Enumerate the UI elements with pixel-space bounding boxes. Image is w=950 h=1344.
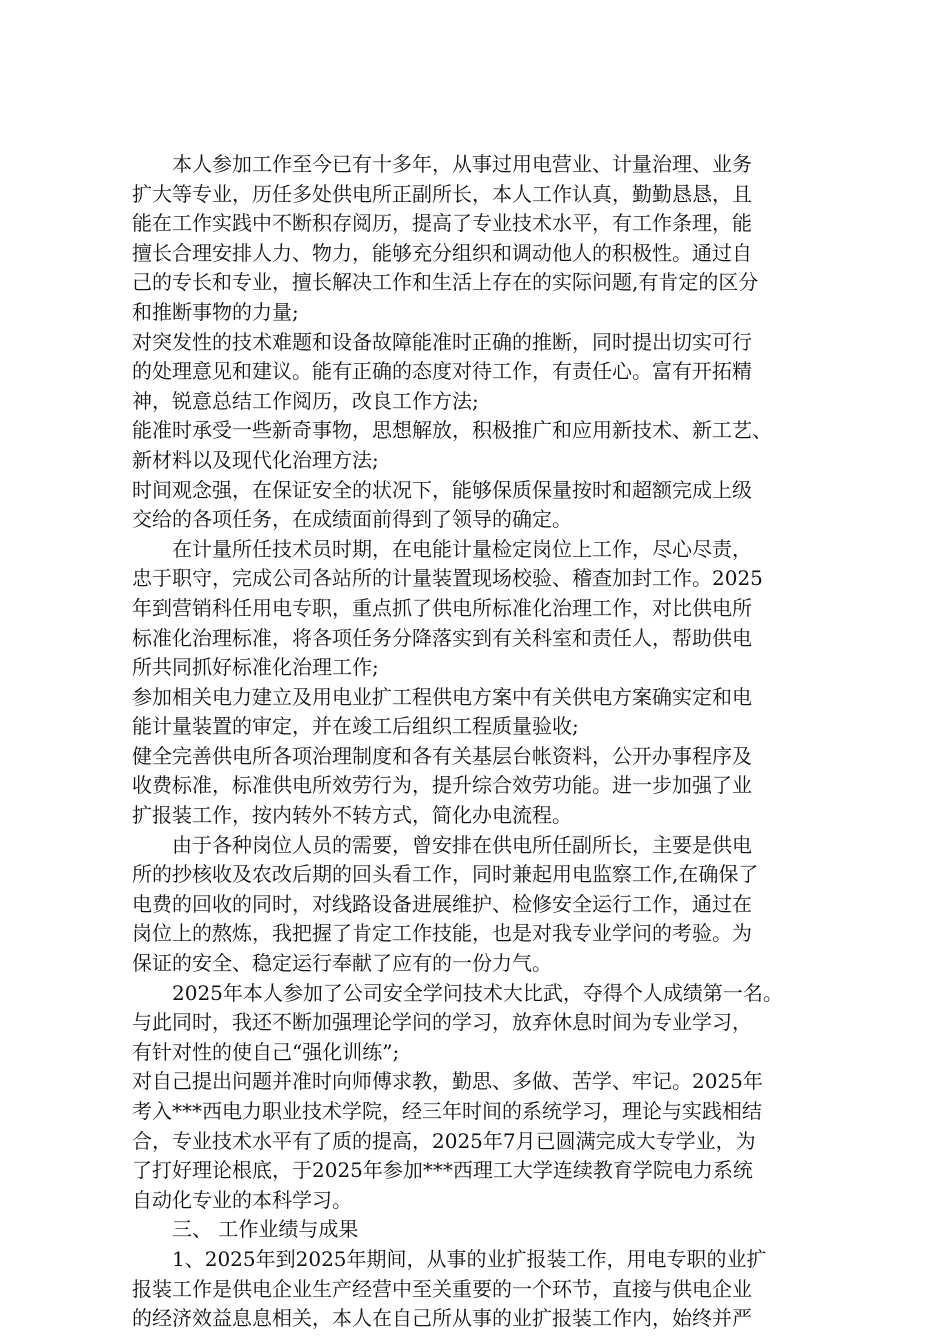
text-line: 本人参加工作至今已有十多年，从事过用电营业、计量治理、业务 [172, 152, 752, 176]
text-line: 擅长合理安排人力、物力，能够充分组织和调动他人的积极性。通过自 [132, 240, 752, 265]
text-line: 交给的各项任务，在成绩面前得到了领导的确定。 [132, 507, 572, 532]
text-line: 扩报装工作，按内转外不转方式，简化办电流程。 [132, 803, 572, 828]
text-line: 自动化专业的本科学习。 [132, 1187, 352, 1212]
text-line: 三、 工作业绩与成果 [172, 1217, 359, 1242]
text-line: 有针对性的使自己“强化训练”; [132, 1039, 400, 1064]
text-line: 所共同抓好标准化治理工作; [132, 655, 379, 680]
document-body [132, 150, 840, 1334]
text-line: 能准时承受一些新奇事物，思想解放，积极推广和应用新技术、新工艺、 [132, 418, 772, 443]
text-line: 年到营销科任用电专职，重点抓了供电所标准化治理工作，对比供电所 [132, 595, 752, 620]
text-line: 由于各种岗位人员的需要，曾安排在供电所任副所长，主要是供电 [172, 832, 752, 857]
text-line: 电费的回收的同时，对线路设备进展维护、检修安全运行工作，通过在 [132, 891, 752, 916]
text-line: 和推断事物的力量; [132, 299, 299, 324]
text-line: 能在工作实践中不断积存阅历，提高了专业技术水平，有工作条理，能 [132, 211, 752, 236]
text-line: 时间观念强，在保证安全的状况下，能够保质保量按时和超额完成上级 [132, 477, 752, 502]
text-line: 对自己提出问题并准时向师傅求教，勤思、多做、苦学、牢记。2025年 [132, 1069, 763, 1094]
text-line: 考入***西电力职业技术学院，经三年时间的系统学习，理论与实践相结 [132, 1099, 762, 1123]
text-line: 1、2025年到2025年期间，从事的业扩报装工作，用电专职的业扩 [172, 1246, 767, 1271]
text-line: 健全完善供电所各项治理制度和各有关基层台帐资料，公开办事程序及 [132, 743, 752, 768]
text-line: 报装工作是供电企业生产经营中至关重要的一个环节，直接与供电企业 [132, 1276, 752, 1301]
text-line: 2025年本人参加了公司安全学问技术大比武，夺得个人成绩第一名。 [172, 980, 783, 1005]
text-line: 神，锐意总结工作阅历，改良工作方法; [132, 388, 479, 413]
text-line: 在计量所任技术员时期，在电能计量检定岗位上工作，尽心尽责， [172, 536, 752, 561]
text-line: 忠于职守，完成公司各站所的计量装置现场校验、稽查加封工作。2025 [132, 566, 763, 591]
text-line: 保证的安全、稳定运行奉献了应有的一份力气。 [132, 951, 552, 976]
text-line: 收费标准，标准供电所效劳行为，提升综合效劳功能。进一步加强了业 [132, 773, 752, 798]
text-line: 新材料以及现代化治理方法; [132, 447, 379, 472]
text-line: 能计量装置的审定，并在竣工后组织工程质量验收; [132, 714, 579, 739]
text-line: 的处理意见和建议。能有正确的态度对待工作，有责任心。富有开拓精 [132, 359, 752, 384]
text-line: 岗位上的熬炼，我把握了肯定工作技能，也是对我专业学问的考验。为 [132, 921, 752, 946]
text-line: 扩大等专业，历任多处供电所正副所长，本人工作认真，勤勤恳恳，且 [132, 181, 752, 206]
text-line: 标准化治理标准，将各项任务分降落实到有关科室和责任人，帮助供电 [132, 625, 752, 650]
text-line: 所的抄核收及农改后期的回头看工作，同时兼起用电监察工作,在确保了 [132, 862, 759, 887]
text-line: 的经济效益息息相关，本人在自己所从事的业扩报装工作内，始终并严 [132, 1306, 752, 1331]
text-line: 与此同时，我还不断加强理论学问的学习，放弃休息时间为专业学习， [132, 1010, 752, 1035]
text-line: 参加相关电力建立及用电业扩工程供电方案中有关供电方案确实定和电 [132, 684, 752, 709]
text-line: 了打好理论根底，于2025年参加***西理工大学连续教育学院电力系统 [132, 1158, 753, 1183]
text-line: 合，专业技术水平有了质的提高，2025年7月已圆满完成大专学业，为 [132, 1128, 756, 1153]
text-line: 对突发性的技术难题和设备故障能准时正确的推断，同时提出切实可行 [132, 329, 752, 354]
text-line: 己的专长和专业，擅长解决工作和生活上存在的实际问题,有肯定的区分 [132, 270, 759, 295]
